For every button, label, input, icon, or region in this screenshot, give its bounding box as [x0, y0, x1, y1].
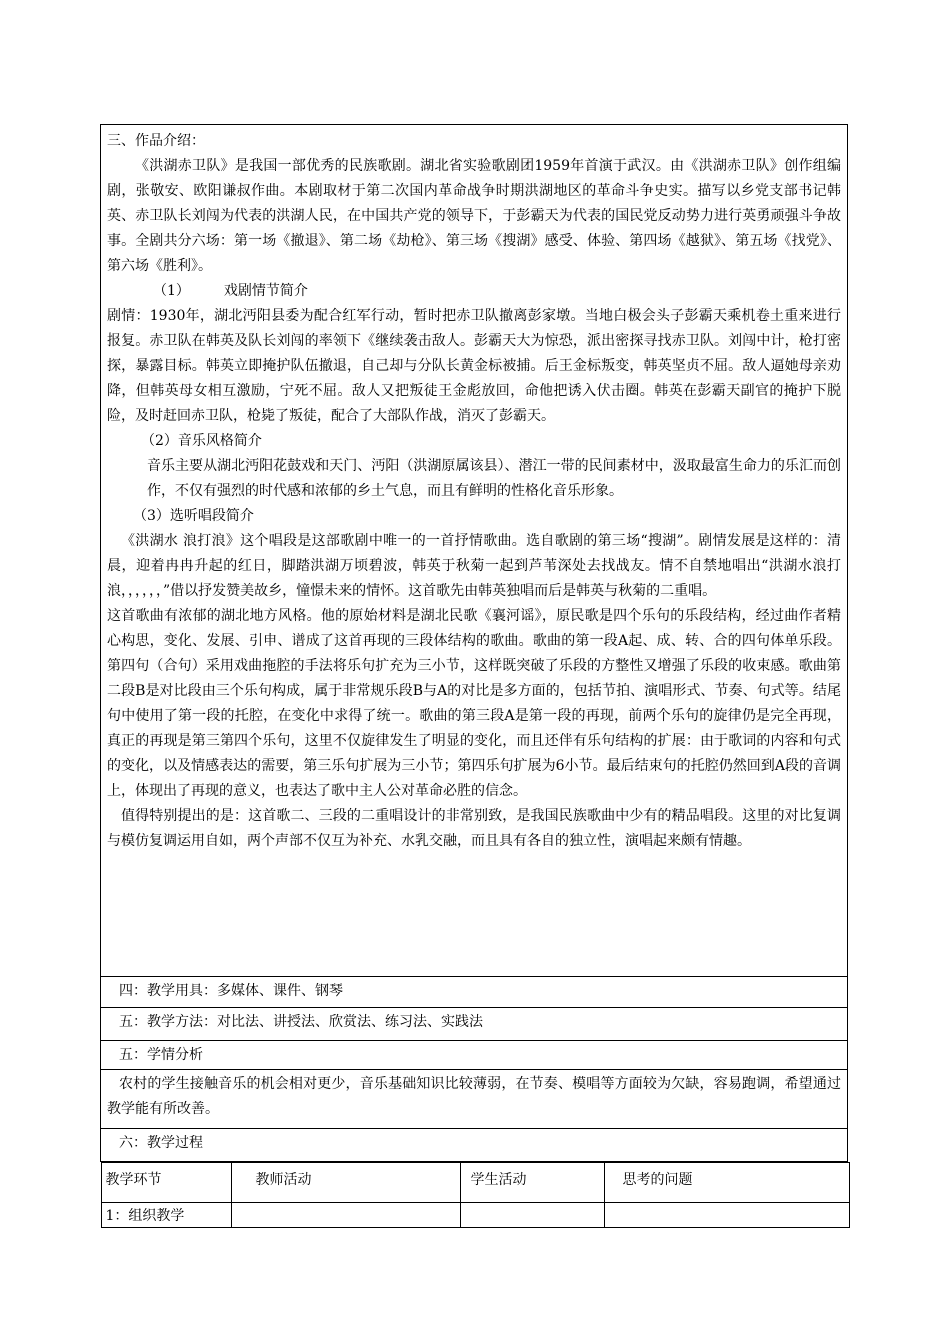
opera-intro-paragraph: 《洪湖赤卫队》是我国一部优秀的民族歌剧。湖北省实验歌剧团1959年首演于武汉。由《洪湖赤卫队》创作组编剧，张敬安、欧阳谦叔作曲。本剧取材于第二次国内革命战争时期洪湖地区的革命斗争史实。描写以乡党支部书记韩英、赤卫队长刘闯为代表的洪湖人民，在中国共产党的领导下，于彭霸天为代表的国民党反动势力进行英勇顽强斗争故事。全剧共分六场：第一场《撤退》、第二场《劫枪》、第三场《搜湖》感受、体验、第四场《越狱》、第五场《找党》、第六场《胜利》。 — [107, 158, 841, 274]
row1-questions — [604, 1203, 849, 1228]
song-paragraph-2: 这首歌曲有浓郁的湖北地方风格。他的原始材料是湖北民歌《襄河谣》，原民歌是四个乐句的乐段结构，经过曲作者精心构思，变化、发展、引申、谱成了这首再现的三段体结构的歌曲。歌曲的第一段A起、成、转、合的四句体单乐段。第四句（合句）采用戏曲拖腔的手法将乐句扩充为三小节，这样既突破了乐段的方整性又增强了乐段的收束感。歌曲第二段B是对比段由三个乐句构成，属于非常规乐段B与A的对比是多方面的，包括节拍、演唱形式、节奏、句式等。结尾句中使用了第一段的托腔，在变化中求得了统一。歌曲的第三段A是第一段的再现，前两个乐句的旋律仍是完全再现，真正的再现是第三第四个乐句，这里不仅旋律发生了明显的变化，而且还伴有乐句结构的扩展：由于歌词的内容和句式的变化，以及情感表达的需要，第三乐句扩展为三小节；第四乐句扩展为6小节。最后结束句的托腔仍然回到A段的音调上，体现出了再现的意义，也表达了歌中主人公对革命必胜的信念。 — [107, 608, 841, 799]
music-style-paragraph: 音乐主要从湖北沔阳花鼓戏和天门、沔阳（洪湖原属该县）、潜江一带的民间素材中，汲取最富生命力的乐汇而创作，不仅有强烈的时代感和浓郁的乡土气息，而且有鲜明的性格化音乐形象。 — [147, 458, 841, 499]
row1-teacher-activity — [231, 1203, 460, 1228]
header-teaching-stage: 教学环节 — [101, 1163, 231, 1203]
teaching-tools-text: 四：教学用具：多媒体、课件、钢琴 — [119, 983, 343, 999]
teaching-process-heading: 六：教学过程 — [119, 1135, 203, 1151]
teaching-methods-text: 五：教学方法：对比法、讲授法、欣赏法、练习法、实践法 — [119, 1014, 483, 1030]
section3-heading: 三、作品介绍： — [107, 133, 205, 149]
table-row — [101, 1203, 849, 1228]
student-analysis-text: 农村的学生接触音乐的机会相对更少，音乐基础知识比较薄弱，在节奏、模唱等方面较为欠缺，容易跑调，希望通过教学能有所改善。 — [107, 1076, 841, 1117]
header-student-activity: 学生活动 — [460, 1163, 604, 1203]
header-teacher-activity: 教师活动 — [231, 1163, 460, 1203]
teaching-tools-cell — [101, 977, 848, 1008]
music-style-subheading: （2）音乐风格简介 — [141, 433, 262, 449]
process-grid-wrapper — [101, 1162, 848, 1229]
plot-paragraph: 剧情：1930年，湖北沔阳县委为配合红军行动，暂时把赤卫队撤离彭家墩。当地白极会头子彭霸天乘机卷土重来进行报复。赤卫队在韩英及队长刘闯的率领下《继续袭击敌人。彭霸天大为惊恐，派出密探寻找赤卫队。刘闯中计，枪打密探，暴露目标。韩英立即掩护队伍撤退，自己却与分队长黄金标被捕。后王金标叛变，韩英坚贞不屈。敌人逼她母亲劝降，但韩英母女相互激励，宁死不屈。敌人又把叛徒王金彪放回，命他把诱入伏击圈。韩英在彭霸天副官的掩护下脱险，及时赶回赤卫队，枪毙了叛徒，配合了大部队作战，消灭了彭霸天。 — [107, 308, 841, 424]
student-analysis-body-cell — [101, 1070, 848, 1129]
document-page — [100, 124, 848, 1228]
lesson-plan-table — [100, 124, 848, 1228]
student-analysis-heading-cell — [101, 1041, 848, 1070]
student-analysis-heading: 五：学情分析 — [119, 1047, 203, 1063]
plot-subheading-number: （1） — [153, 283, 190, 299]
plot-subheading — [107, 279, 841, 304]
song-paragraph-3: 值得特别提出的是：这首歌二、三段的二重唱设计的非常别致，是我国民族歌曲中少有的精品唱段。这里的对比复调与模仿复调运用自如，两个声部不仅互为补充、水乳交融，而且具有各自的独立性，演唱起来颇有情趣。 — [107, 808, 841, 849]
work-introduction-cell — [101, 125, 848, 977]
teaching-process-grid — [101, 1162, 850, 1228]
teaching-process-heading-cell — [101, 1129, 848, 1162]
process-header-row — [101, 1163, 849, 1203]
header-questions: 思考的问题 — [604, 1163, 849, 1203]
song-paragraph-1: 《洪湖水 浪打浪》这个唱段是这部歌剧中唯一的一首抒情歌曲。选自歌剧的第三场“搜湖”。剧情发展是这样的：清晨，迎着冉冉升起的红日，脚踏洪湖万顷碧波，韩英于秋菊一起到芦苇深处去找战友。情不自禁地唱出“洪湖水浪打浪，，，，，，”借以抒发赞美故乡，憧憬未来的情怀。这首歌先由韩英独唱而后是韩英与秋菊的二重唱。 — [107, 533, 841, 599]
teaching-methods-cell — [101, 1008, 848, 1041]
row1-student-activity — [460, 1203, 604, 1228]
row1-stage: 1：组织教学 — [101, 1203, 231, 1228]
selected-song-subheading: （3）选听唱段简介 — [133, 508, 254, 524]
plot-subheading-title: 戏剧情节简介 — [223, 283, 308, 299]
